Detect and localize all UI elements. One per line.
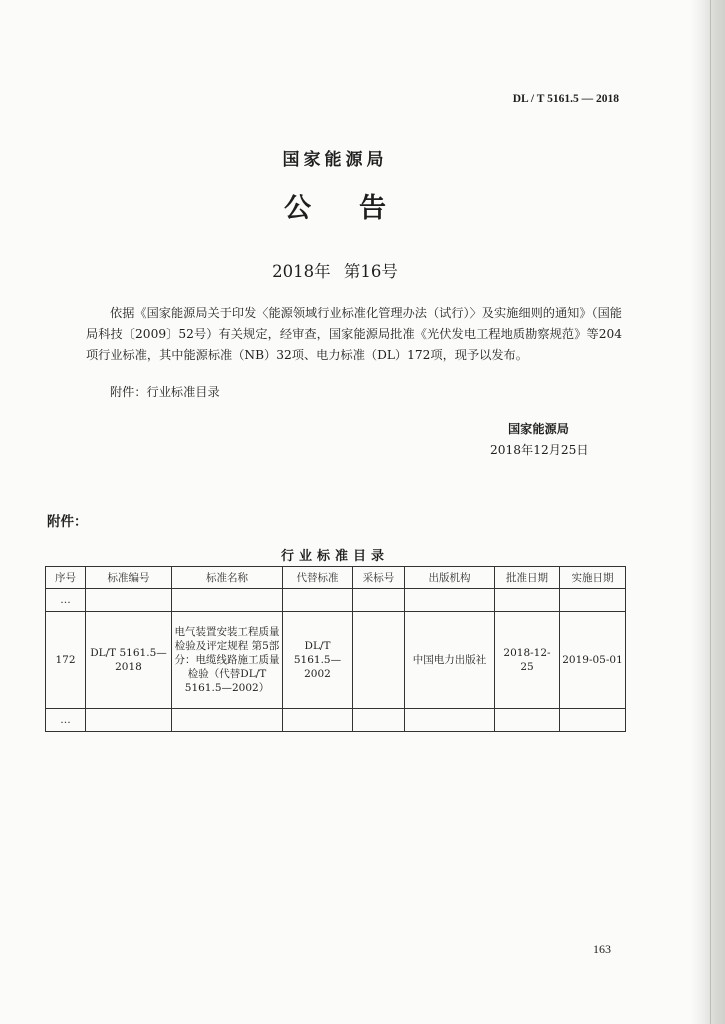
- table-cell: 2018-12-25: [495, 612, 560, 709]
- table-cell: [283, 589, 353, 612]
- title-char-1: 公: [284, 193, 311, 224]
- attachment-heading: 附件：: [47, 514, 88, 530]
- table-cell: 2019-05-01: [560, 612, 626, 709]
- page-binding-line: [710, 0, 711, 1024]
- table-cell: [405, 589, 495, 612]
- table-cell: …: [46, 589, 86, 612]
- table-cell: …: [46, 709, 86, 732]
- table-row: [46, 612, 626, 709]
- table-row: [46, 709, 626, 732]
- table-cell: 电气装置安装工程质量检验及评定规程 第5部分：电缆线路施工质量检验（代替DL/T 5161.5—2002）: [172, 612, 283, 709]
- table-title: 行业标准目录: [280, 549, 389, 564]
- signature-date: 2018年12月25日: [490, 443, 589, 457]
- col-header-std-no: 标准编号: [86, 567, 172, 589]
- col-header-std-name: 标准名称: [172, 567, 283, 589]
- table-cell: 172: [46, 612, 86, 709]
- attachment-note: 附件：行业标准目录: [110, 385, 220, 399]
- col-header-effective-date: 实施日期: [560, 567, 626, 589]
- table-cell: [495, 709, 560, 732]
- standard-number: DL / T 5161.5 — 2018: [512, 93, 619, 105]
- table-row: [46, 589, 626, 612]
- notice-title: [0, 186, 670, 225]
- col-header-seq: 序号: [46, 567, 86, 589]
- col-header-approval-date: 批准日期: [495, 567, 560, 589]
- title-char-2: 告: [359, 193, 386, 224]
- table-cell: [353, 709, 405, 732]
- table-cell: [283, 709, 353, 732]
- signature-agency: 国家能源局: [508, 422, 569, 436]
- standards-table: [45, 566, 626, 732]
- issuing-agency: 国家能源局: [282, 150, 388, 170]
- table-cell: [560, 589, 626, 612]
- table-cell: [172, 589, 283, 612]
- scanned-page-edge: [691, 0, 725, 1024]
- table-cell: [86, 709, 172, 732]
- table-cell: [405, 709, 495, 732]
- table-header-row: [46, 567, 626, 589]
- table-cell: 中国电力出版社: [405, 612, 495, 709]
- col-header-adopted: 采标号: [353, 567, 405, 589]
- col-header-replaced: 代替标准: [283, 567, 353, 589]
- table-cell: DL/T 5161.5—2002: [283, 612, 353, 709]
- col-header-publisher: 出版机构: [405, 567, 495, 589]
- issue-number: 2018年 第16号: [272, 262, 398, 281]
- table-cell: [353, 589, 405, 612]
- table-cell: DL/T 5161.5—2018: [86, 612, 172, 709]
- table-cell: [353, 612, 405, 709]
- table-cell: [172, 709, 283, 732]
- page-number: 163: [593, 942, 611, 956]
- table-cell: [560, 709, 626, 732]
- notice-body: 依据《国家能源局关于印发〈能源领域行业标准化管理办法（试行）〉及实施细则的通知》（国能局科技〔2009〕52号）有关规定，经审查，国家能源局批准《光伏发电工程地质勘察规范》等204项行业标准，其中能源标准（NB）32项、电力标准（DL）172项，现予以发布。: [86, 306, 622, 362]
- table-cell: [495, 589, 560, 612]
- table-cell: [86, 589, 172, 612]
